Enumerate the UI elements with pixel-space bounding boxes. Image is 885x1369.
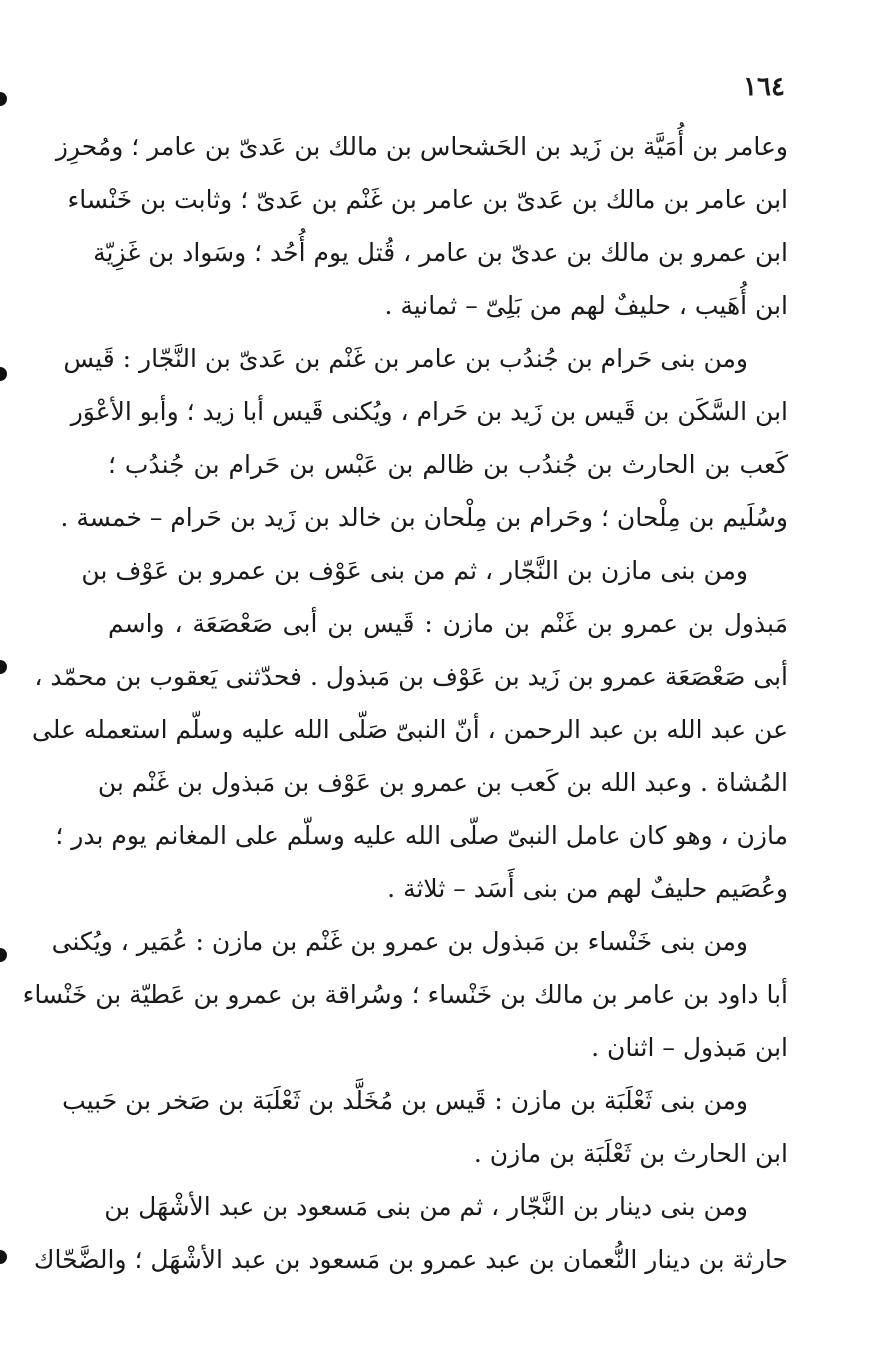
margin-mark <box>0 1250 7 1264</box>
body-text <box>22 120 788 1286</box>
margin-mark <box>0 948 7 962</box>
text-line: ومن بنى خَنْساء بن مَبذول بن عمرو بن غَنْم بن مازن : عُمَير ، ويُكنى <box>51 927 748 956</box>
margin-mark <box>0 92 7 106</box>
text-line: ابن أُهَيب ، حليفٌ لهم من بَلِىّ – ثمانية . <box>384 291 788 320</box>
text-line: ومن بنى دينار بن النَّجّار ، ثم من بنى مَسعود بن عبد الأشْهَل بن <box>104 1192 748 1221</box>
text-line: عن عبد الله بن عبد الرحمن ، أنّ النبىّ صَلّى الله عليه وسلّم استعمله على <box>31 715 788 744</box>
text-line: المُشاة . وعبد الله بن كَعب بن عمرو بن عَوْف بن مَبذول بن غَنْم بن <box>97 768 788 797</box>
text-line: ابن مَبذول – اثنان . <box>591 1033 788 1062</box>
text-line: ومن بنى ثَعْلَبَة بن مازن : قَيس بن مُخَلَّد بن ثَعْلَبَة بن صَخر بن حَبيب <box>62 1086 748 1115</box>
text-line: ومن بنى مازن بن النَّجّار ، ثم من بنى عَوْف بن عمرو بن عَوْف بن <box>81 556 748 585</box>
text-line: ومن بنى حَرام بن جُندُب بن عامر بن غَنْم بن عَدىّ بن النَّجّار : قَيس <box>63 344 748 373</box>
margin-mark <box>0 367 7 381</box>
text-line: وسُلَيم بن مِلْحان ؛ وحَرام بن مِلْحان بن خالد بن زَيد بن حَرام – خمسة . <box>60 503 788 532</box>
text-line: وعُصَيم حليفٌ لهم من بنى أَسَد – ثلاثة . <box>387 874 788 903</box>
text-line: أبى صَعْصَعَة عمرو بن زَيد بن عَوْف بن مَبذول . فحدّثنى يَعقوب بن محمّد ، <box>34 662 788 691</box>
text-line: مازن ، وهو كان عامل النبىّ صلّى الله عليه وسلّم على المغانم يوم بدر ؛ <box>55 821 788 850</box>
margin-mark <box>0 660 7 674</box>
page-number: ١٦٤ <box>743 72 785 102</box>
text-line: ابن الحارث بن ثَعْلَبَة بن مازن . <box>473 1139 788 1168</box>
text-line: مَبذول بن عمرو بن غَنْم بن مازن : قَيس بن أبى صَعْصَعَة ، واسم <box>108 609 788 638</box>
text-line: ابن السَّكَن بن قَيس بن زَيد بن حَرام ، ويُكنى قَيس أبا زيد ؛ وأبو الأعْوَر <box>70 397 788 426</box>
text-line: حارثة بن دينار النُّعمان بن عبد عمرو بن مَسعود بن عبد الأشْهَل ؛ والضَّحّاك <box>33 1245 788 1274</box>
text-line: وعامر بن أُمَيَّة بن زَيد بن الحَشحاس بن مالك بن عَدىّ بن عامر ؛ ومُحرِز <box>55 132 788 161</box>
text-line: ابن عامر بن مالك بن عَدىّ بن عامر بن غَنْم بن عَدىّ ؛ وثابت بن خَنْساء <box>67 185 788 214</box>
text-line: ابن عمرو بن مالك بن عدىّ بن عامر ، قُتل يوم أُحُد ؛ وسَواد بن غَزِيّة <box>93 238 788 267</box>
text-line: أبا داود بن عامر بن مالك بن خَنْساء ؛ وسُراقة بن عمرو بن عَطيّة بن خَنْساء <box>22 980 788 1009</box>
text-line: كَعب بن الحارث بن جُندُب بن ظالم بن عَبْس بن حَرام بن جُندُب ؛ <box>108 450 788 479</box>
